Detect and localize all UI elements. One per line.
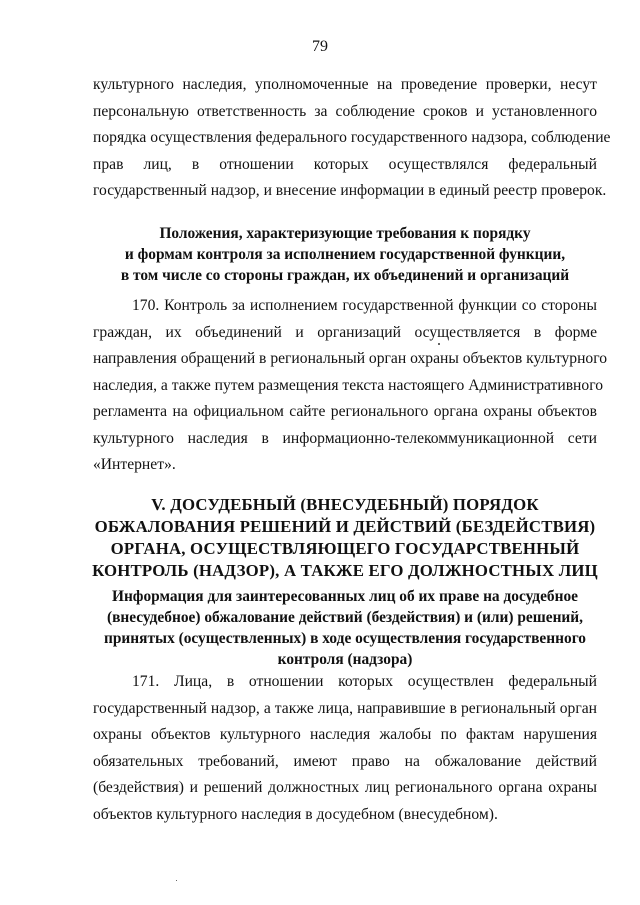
text-line: (бездействия) и решений должностных лиц регионального органа охраны: [93, 779, 597, 796]
heading-line: контроля (надзора): [277, 651, 413, 668]
text-line: 171. Лица, в отношении которых осуществлен федеральный: [132, 673, 597, 690]
heading-line: Положения, характеризующие требования к порядку: [159, 225, 531, 242]
paragraph-continued: [93, 72, 611, 205]
text-line: государственный надзор, и внесение информации в единый реестр проверок.: [93, 182, 607, 199]
paragraph-171: [93, 669, 597, 828]
text-line: персональную ответственность за соблюдение сроков и установленного: [93, 102, 597, 120]
heading-information: [60, 586, 630, 670]
text-line: обязательных требований, имеют право на обжалование действий: [93, 752, 597, 770]
text-line: «Интернет».: [93, 456, 176, 473]
text-line: охраны объектов культурного наследия жалобы по фактам нарушения: [93, 726, 597, 743]
scan-speck: [176, 880, 177, 881]
text-line: граждан, их объединений и организаций осуществляется в форме: [93, 323, 597, 341]
heading-line: Информация для заинтересованных лиц об их праве на досудебное: [111, 588, 579, 605]
heading-line: и формам контроля за исполнением государственной функции,: [124, 246, 566, 263]
heading-line: (внесудебное) обжалование действий (бездействия) и (или) решений,: [106, 609, 584, 626]
text-line: государственный надзор, а также лица, направившие в региональный орган: [93, 699, 597, 717]
text-line: культурного наследия в информационно-телекоммуникационной сети: [93, 429, 597, 447]
heading-line: ОРГАНА, ОСУЩЕСТВЛЯЮЩЕГО ГОСУДАРСТВЕННЫЙ: [110, 539, 580, 558]
section-v-heading: [58, 494, 632, 582]
page-number: 79: [312, 38, 328, 55]
scan-speck: [438, 343, 440, 345]
heading-line: в том числе со стороны граждан, их объединений и организаций: [120, 267, 570, 284]
heading-line: V. ДОСУДЕБНЫЙ (ВНЕСУДЕБНЫЙ) ПОРЯДОК: [151, 495, 539, 514]
text-line: 170. Контроль за исполнением государственной функции со стороны: [132, 297, 597, 314]
text-line: направления обращений в региональный орган охраны объектов культурного: [93, 350, 608, 367]
paragraph-170: [93, 293, 608, 479]
text-line: культурного наследия, уполномоченные на проведение проверки, несут: [93, 76, 597, 93]
heading-line: принятых (осуществленных) в ходе осуществления государственного: [104, 630, 586, 647]
text-line: объектов культурного наследия в досудебном (внесудебном).: [93, 805, 498, 823]
text-line: наследия, а также путем размещения текста настоящего Административного: [93, 376, 604, 394]
text-line: прав лиц, в отношении которых осуществлялся федеральный: [93, 155, 597, 173]
heading-line: КОНТРОЛЬ (НАДЗОР), А ТАКЖЕ ЕГО ДОЛЖНОСТНЫХ ЛИЦ: [92, 561, 598, 580]
text-line: регламента на официальном сайте регионального органа охраны объектов: [93, 403, 597, 420]
text-line: порядка осуществления федерального государственного надзора, соблюдение: [93, 129, 611, 146]
heading-line: ОБЖАЛОВАНИЯ РЕШЕНИЙ И ДЕЙСТВИЙ (БЕЗДЕЙСТВИЯ): [94, 517, 596, 536]
heading-control-requirements: [70, 223, 620, 286]
